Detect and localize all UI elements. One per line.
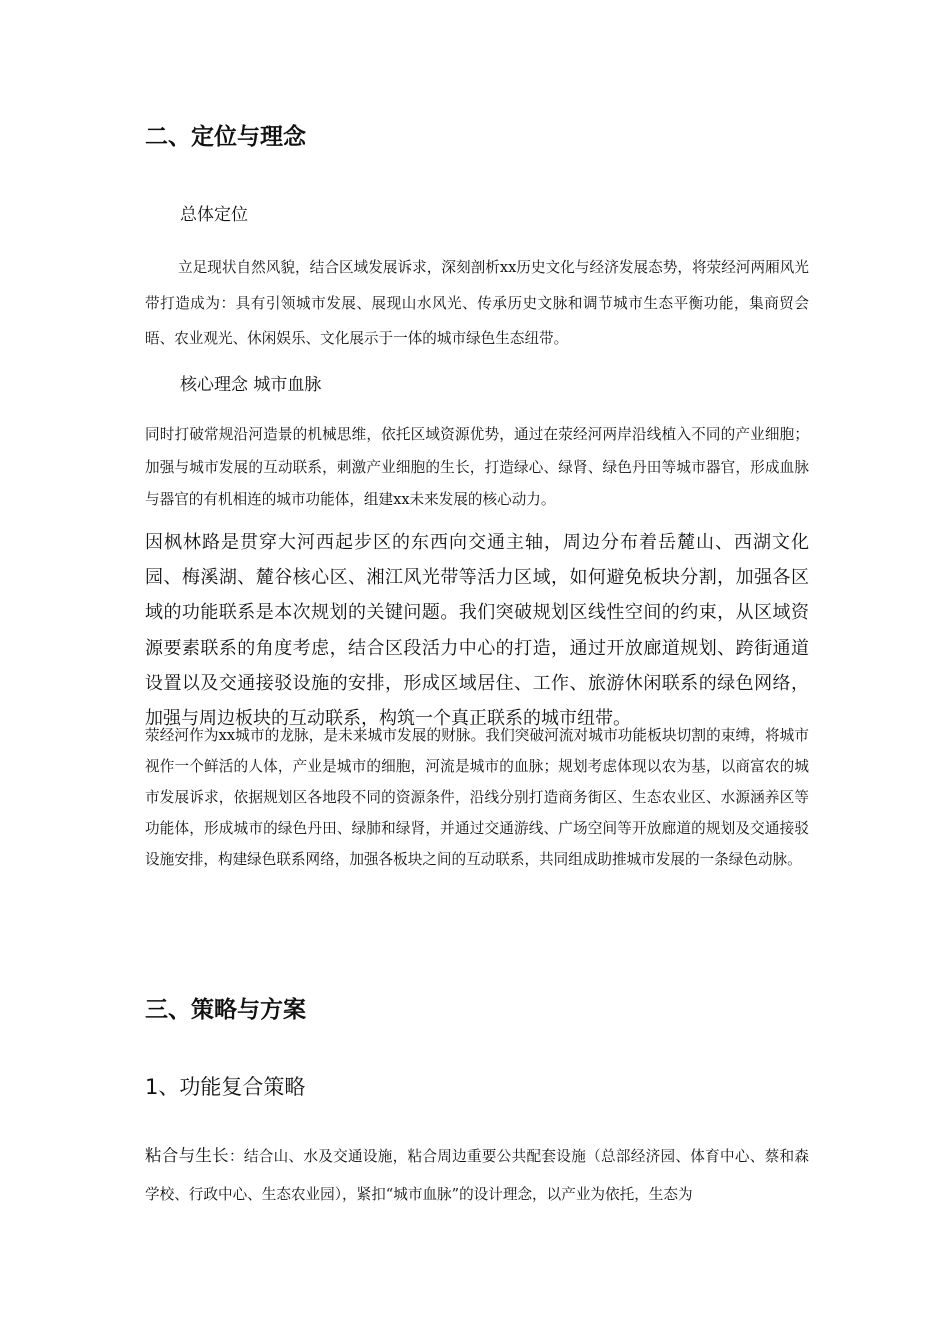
function-strategy-title: 1、功能复合策略 (145, 1075, 306, 1099)
overall-positioning-paragraph: 立足现状自然风貌，结合区域发展诉求，深刻剖析xx历史文化与经济发展态势，将荥经河两厢风光带打造成为：具有引领城市发展、展现山水风光、传承历史文脉和调节城市生态平衡功能，集商贸会晤、农业观光、休闲娱乐、文化展示于一体的城市绿色生态纽带。 (145, 259, 809, 347)
section-heading-strategy: 三、策略与方案 (145, 997, 306, 1023)
adhesion-growth-lead: 粘合与生长 (145, 1146, 229, 1165)
core-concept-paragraph: 同时打破常规沿河造景的机械思维，依托区域资源优势，通过在荥经河两岸沿线植入不同的产业细胞；加强与城市发展的互动联系，刺激产业细胞的生长，打造绿心、绿肾、绿色丹田等城市器官，形成血脉与器官的有机相连的城市功能体，组建xx未来发展的核心动力。 (145, 426, 809, 508)
fenglin-road-paragraph: 因枫林路是贯穿大河西起步区的东西向交通主轴，周边分布着岳麓山、西湖文化园、梅溪湖、麓谷核心区、湘江风光带等活力区域，如何避免板块分割，加强各区域的功能联系是本次规划的关键问题。我们突破规划区线性空间的约束，从区域资源要素联系的角度考虑，结合区段活力中心的打造，通过开放廊道规划、跨街通道设置以及交通接驳设施的安排，形成区域居住、工作、旅游休闲联系的绿色网络，加强与周边板块的互动联系，构筑一个真正联系的城市纽带。 (145, 532, 809, 730)
core-concept-title: 核心理念 城市血脉 (180, 375, 322, 395)
adhesion-growth-text: ：结合山、水及交通设施，粘合周边重要公共配套设施（总部经济园、体育中心、蔡和森学校、行政中心、生态农业园），紧扣“城市血脉”的设计理念，以产业为依托，生态为 (145, 1148, 809, 1203)
river-paragraph: 荥经河作为xx城市的龙脉，是未来城市发展的财脉。我们突破河流对城市功能板块切割的束缚，将城市视作一个鲜活的人体，产业是城市的细胞，河流是城市的血脉；规划考虑体现以农为基，以商富农的城市发展诉求，依据规划区各地段不同的资源条件，沿线分别打造商务街区、生态农业区、水源涵养区等功能体，形成城市的绿色丹田、绿肺和绿肾，并通过交通游线、广场空间等开放廊道的规划及交通接驳设施安排，构建绿色联系网络，加强各板块之间的互动联系，共同组成助推城市发展的一条绿色动脉。 (145, 727, 809, 868)
adhesion-growth-paragraph (145, 1137, 809, 1214)
section-heading-positioning: 二、定位与理念 (145, 124, 306, 150)
overall-positioning-title: 总体定位 (180, 205, 248, 225)
